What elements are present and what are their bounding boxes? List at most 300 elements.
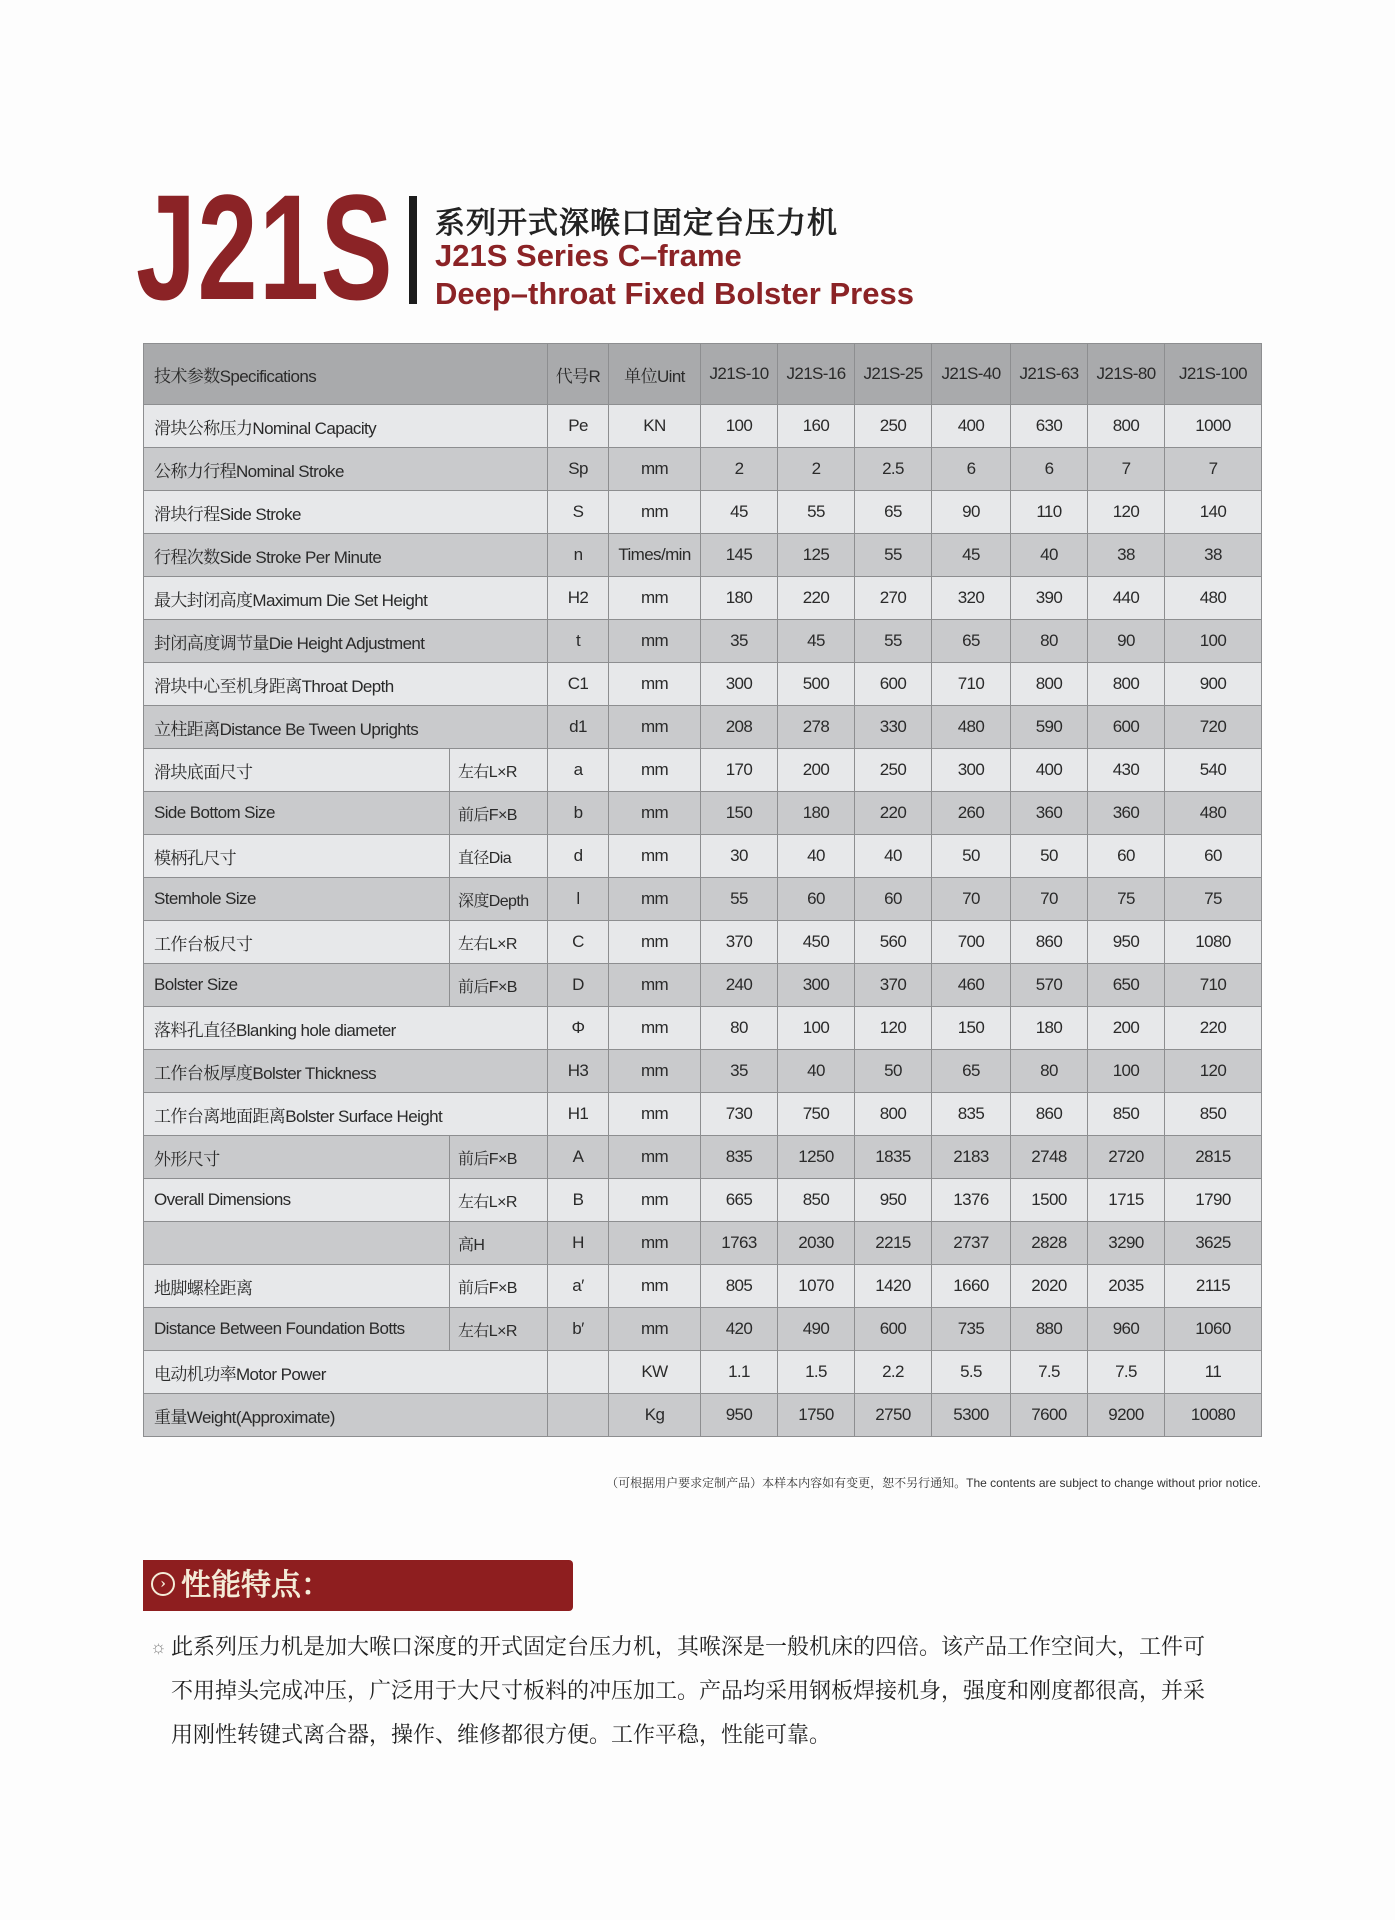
value-cell: 480	[932, 706, 1011, 749]
value-cell: 100	[701, 405, 778, 448]
value-cell: 860	[1011, 921, 1088, 964]
table-row	[144, 1265, 1262, 1308]
spec-name-cell: 滑块底面尺寸	[144, 749, 450, 792]
value-cell: 120	[1165, 1050, 1262, 1093]
table-row	[144, 1050, 1262, 1093]
value-cell: 70	[1011, 878, 1088, 921]
unit-cell: Times/min	[609, 534, 701, 577]
spec-sub-cell: 前后F×B	[450, 964, 548, 1007]
features-line: 此系列压力机是加大喉口深度的开式固定台压力机，其喉深是一般机床的四倍。该产品工作空间大，工件可	[171, 1634, 1206, 1659]
spec-sub-cell: 深度Depth	[450, 878, 548, 921]
value-cell: 360	[1088, 792, 1165, 835]
code-cell: a′	[548, 1265, 609, 1308]
value-cell: 6	[932, 448, 1011, 491]
spec-name-cell: Stemhole Size	[144, 878, 450, 921]
code-cell: Φ	[548, 1007, 609, 1050]
value-cell: 55	[778, 491, 855, 534]
value-cell: 460	[932, 964, 1011, 1007]
table-row	[144, 964, 1262, 1007]
spec-name-cell: 外形尺寸	[144, 1136, 450, 1179]
value-cell: 45	[932, 534, 1011, 577]
unit-cell: mm	[609, 491, 701, 534]
value-cell: 80	[1011, 1050, 1088, 1093]
table-row	[144, 835, 1262, 878]
unit-cell: mm	[609, 964, 701, 1007]
code-cell: D	[548, 964, 609, 1007]
model-logo: J21S	[136, 163, 394, 331]
value-cell: 120	[1088, 491, 1165, 534]
value-cell: 730	[701, 1093, 778, 1136]
value-cell: 7600	[1011, 1394, 1088, 1437]
value-cell: 2815	[1165, 1136, 1262, 1179]
value-cell: 1376	[932, 1179, 1011, 1222]
unit-cell: mm	[609, 1093, 701, 1136]
value-cell: 40	[1011, 534, 1088, 577]
spec-name-cell: 工作台离地面距离Bolster Surface Height	[144, 1093, 548, 1136]
value-cell: 80	[701, 1007, 778, 1050]
disclaimer-note: （可根据用户要求定制产品）本样本内容如有变更，恕不另行通知。The contents are subject to change without prior notice.	[606, 1476, 1261, 1490]
value-cell: 2720	[1088, 1136, 1165, 1179]
value-cell: 220	[855, 792, 932, 835]
features-title: 性能特点：	[181, 1568, 331, 1603]
value-cell: 540	[1165, 749, 1262, 792]
unit-cell: mm	[609, 1136, 701, 1179]
value-cell: 2215	[855, 1222, 932, 1265]
code-cell: d1	[548, 706, 609, 749]
unit-cell: mm	[609, 835, 701, 878]
value-cell: 600	[855, 1308, 932, 1351]
value-cell: 800	[1088, 405, 1165, 448]
unit-cell: mm	[609, 878, 701, 921]
unit-cell: mm	[609, 1308, 701, 1351]
value-cell: 1250	[778, 1136, 855, 1179]
value-cell: 480	[1165, 792, 1262, 835]
value-cell: 800	[1088, 663, 1165, 706]
table-row	[144, 534, 1262, 577]
value-cell: 38	[1165, 534, 1262, 577]
value-cell: 490	[778, 1308, 855, 1351]
value-cell: 10080	[1165, 1394, 1262, 1437]
unit-cell: mm	[609, 577, 701, 620]
value-cell: 2115	[1165, 1265, 1262, 1308]
value-cell: 1070	[778, 1265, 855, 1308]
spec-sub-cell: 前后F×B	[450, 1265, 548, 1308]
value-cell: 1660	[932, 1265, 1011, 1308]
value-cell: 2	[701, 448, 778, 491]
value-cell: 55	[701, 878, 778, 921]
spec-name-cell	[144, 1222, 450, 1265]
code-cell: Pe	[548, 405, 609, 448]
value-cell: 60	[855, 878, 932, 921]
code-cell: B	[548, 1179, 609, 1222]
value-cell: 35	[701, 620, 778, 663]
code-cell: A	[548, 1136, 609, 1179]
column-header: J21S-25	[855, 344, 932, 405]
value-cell: 220	[778, 577, 855, 620]
value-cell: 750	[778, 1093, 855, 1136]
value-cell: 320	[932, 577, 1011, 620]
table-row	[144, 448, 1262, 491]
value-cell: 110	[1011, 491, 1088, 534]
value-cell: 1835	[855, 1136, 932, 1179]
value-cell: 1500	[1011, 1179, 1088, 1222]
value-cell: 2.5	[855, 448, 932, 491]
value-cell: 1.1	[701, 1351, 778, 1394]
value-cell: 2183	[932, 1136, 1011, 1179]
code-cell: l	[548, 878, 609, 921]
value-cell: 40	[778, 835, 855, 878]
value-cell: 2750	[855, 1394, 932, 1437]
value-cell: 1.5	[778, 1351, 855, 1394]
unit-cell: mm	[609, 1222, 701, 1265]
value-cell: 160	[778, 405, 855, 448]
value-cell: 100	[778, 1007, 855, 1050]
value-cell: 3290	[1088, 1222, 1165, 1265]
spec-sub-cell: 左右L×R	[450, 1308, 548, 1351]
unit-cell: mm	[609, 1050, 701, 1093]
spec-name-cell: 滑块公称压力Nominal Capacity	[144, 405, 548, 448]
value-cell: 150	[701, 792, 778, 835]
value-cell: 560	[855, 921, 932, 964]
code-cell: H2	[548, 577, 609, 620]
value-cell: 805	[701, 1265, 778, 1308]
value-cell: 835	[932, 1093, 1011, 1136]
value-cell: 650	[1088, 964, 1165, 1007]
value-cell: 60	[1165, 835, 1262, 878]
code-cell: n	[548, 534, 609, 577]
column-header: J21S-100	[1165, 344, 1262, 405]
code-cell	[548, 1394, 609, 1437]
value-cell: 665	[701, 1179, 778, 1222]
spec-name-cell: 工作台板厚度Bolster Thickness	[144, 1050, 548, 1093]
spec-name-cell: 模柄孔尺寸	[144, 835, 450, 878]
value-cell: 590	[1011, 706, 1088, 749]
chevron-circle-icon: ›	[151, 1572, 175, 1596]
value-cell: 120	[855, 1007, 932, 1050]
value-cell: 30	[701, 835, 778, 878]
value-cell: 630	[1011, 405, 1088, 448]
value-cell: 50	[932, 835, 1011, 878]
value-cell: 400	[1011, 749, 1088, 792]
code-cell: C	[548, 921, 609, 964]
value-cell: 1750	[778, 1394, 855, 1437]
title-divider	[409, 196, 417, 304]
table-row	[144, 577, 1262, 620]
value-cell: 900	[1165, 663, 1262, 706]
value-cell: 90	[932, 491, 1011, 534]
value-cell: 1420	[855, 1265, 932, 1308]
spec-name-cell: 电动机功率Motor Power	[144, 1351, 548, 1394]
unit-cell: KN	[609, 405, 701, 448]
code-cell: d	[548, 835, 609, 878]
value-cell: 180	[1011, 1007, 1088, 1050]
value-cell: 600	[1088, 706, 1165, 749]
code-cell: C1	[548, 663, 609, 706]
value-cell: 950	[701, 1394, 778, 1437]
value-cell: 360	[1011, 792, 1088, 835]
value-cell: 2737	[932, 1222, 1011, 1265]
features-banner	[143, 1560, 573, 1611]
table-row	[144, 1093, 1262, 1136]
table-row	[144, 405, 1262, 448]
value-cell: 860	[1011, 1093, 1088, 1136]
value-cell: 100	[1165, 620, 1262, 663]
spec-sub-cell: 高H	[450, 1222, 548, 1265]
value-cell: 145	[701, 534, 778, 577]
value-cell: 6	[1011, 448, 1088, 491]
value-cell: 735	[932, 1308, 1011, 1351]
unit-cell: mm	[609, 1179, 701, 1222]
value-cell: 300	[932, 749, 1011, 792]
value-cell: 710	[932, 663, 1011, 706]
value-cell: 7.5	[1088, 1351, 1165, 1394]
value-cell: 710	[1165, 964, 1262, 1007]
value-cell: 260	[932, 792, 1011, 835]
column-header: J21S-80	[1088, 344, 1165, 405]
unit-cell: mm	[609, 448, 701, 491]
value-cell: 370	[701, 921, 778, 964]
value-cell: 1763	[701, 1222, 778, 1265]
table-row	[144, 1007, 1262, 1050]
value-cell: 835	[701, 1136, 778, 1179]
value-cell: 50	[1011, 835, 1088, 878]
unit-cell: Kg	[609, 1394, 701, 1437]
value-cell: 55	[855, 620, 932, 663]
spec-name-cell: Overall Dimensions	[144, 1179, 450, 1222]
value-cell: 170	[701, 749, 778, 792]
value-cell: 90	[1088, 620, 1165, 663]
table-row	[144, 491, 1262, 534]
features-line: 不用掉头完成冲压，广泛用于大尺寸板料的冲压加工。产品均采用钢板焊接机身，强度和刚度都很高，并采	[171, 1678, 1206, 1703]
code-cell: a	[548, 749, 609, 792]
table-row	[144, 1351, 1262, 1394]
table-row	[144, 1308, 1262, 1351]
value-cell: 65	[855, 491, 932, 534]
value-cell: 125	[778, 534, 855, 577]
value-cell: 950	[1088, 921, 1165, 964]
value-cell: 200	[778, 749, 855, 792]
code-cell	[548, 1351, 609, 1394]
value-cell: 2	[778, 448, 855, 491]
title-chinese: 系列开式深喉口固定台压力机	[435, 206, 838, 241]
value-cell: 2.2	[855, 1351, 932, 1394]
code-cell: S	[548, 491, 609, 534]
value-cell: 2030	[778, 1222, 855, 1265]
value-cell: 1715	[1088, 1179, 1165, 1222]
value-cell: 7.5	[1011, 1351, 1088, 1394]
value-cell: 7	[1088, 448, 1165, 491]
unit-cell: mm	[609, 1007, 701, 1050]
code-cell: H	[548, 1222, 609, 1265]
spec-name-cell: 立柱距离Distance Be Tween Uprights	[144, 706, 548, 749]
spec-name-cell: 地脚螺栓距离	[144, 1265, 450, 1308]
column-header: J21S-16	[778, 344, 855, 405]
value-cell: 300	[701, 663, 778, 706]
gear-icon: ☼	[150, 1637, 167, 1657]
code-cell: b′	[548, 1308, 609, 1351]
value-cell: 440	[1088, 577, 1165, 620]
spec-sub-cell: 直径Dia	[450, 835, 548, 878]
table-row	[144, 663, 1262, 706]
value-cell: 2035	[1088, 1265, 1165, 1308]
code-cell: b	[548, 792, 609, 835]
value-cell: 38	[1088, 534, 1165, 577]
value-cell: 45	[701, 491, 778, 534]
code-cell: H3	[548, 1050, 609, 1093]
spec-sub-cell: 前后F×B	[450, 1136, 548, 1179]
spec-sub-cell: 左右L×R	[450, 749, 548, 792]
value-cell: 500	[778, 663, 855, 706]
value-cell: 50	[855, 1050, 932, 1093]
value-cell: 570	[1011, 964, 1088, 1007]
value-cell: 75	[1165, 878, 1262, 921]
value-cell: 278	[778, 706, 855, 749]
value-cell: 240	[701, 964, 778, 1007]
value-cell: 40	[855, 835, 932, 878]
column-header: 代号R	[548, 344, 609, 405]
value-cell: 300	[778, 964, 855, 1007]
value-cell: 850	[1165, 1093, 1262, 1136]
spec-name-cell: Distance Between Foundation Botts	[144, 1308, 450, 1351]
spec-name-cell: 行程次数Side Stroke Per Minute	[144, 534, 548, 577]
table-row	[144, 1136, 1262, 1179]
value-cell: 11	[1165, 1351, 1262, 1394]
title-english-line1: J21S Series C–frame	[435, 238, 742, 273]
value-cell: 5.5	[932, 1351, 1011, 1394]
spec-name-cell: 重量Weight(Approximate)	[144, 1394, 548, 1437]
value-cell: 55	[855, 534, 932, 577]
table-row	[144, 792, 1262, 835]
value-cell: 880	[1011, 1308, 1088, 1351]
spec-name-cell: 封闭高度调节量Die Height Adjustment	[144, 620, 548, 663]
spec-name-cell: 公称力行程Nominal Stroke	[144, 448, 548, 491]
value-cell: 140	[1165, 491, 1262, 534]
value-cell: 2020	[1011, 1265, 1088, 1308]
table-row	[144, 878, 1262, 921]
unit-cell: mm	[609, 792, 701, 835]
value-cell: 7	[1165, 448, 1262, 491]
table-row	[144, 620, 1262, 663]
unit-cell: KW	[609, 1351, 701, 1394]
value-cell: 65	[932, 620, 1011, 663]
value-cell: 1060	[1165, 1308, 1262, 1351]
value-cell: 40	[778, 1050, 855, 1093]
column-header: 单位Uint	[609, 344, 701, 405]
spec-name-cell: 最大封闭高度Maximum Die Set Height	[144, 577, 548, 620]
spec-name-cell: 滑块中心至机身距离Throat Depth	[144, 663, 548, 706]
value-cell: 45	[778, 620, 855, 663]
spec-name-cell: Bolster Size	[144, 964, 450, 1007]
value-cell: 400	[932, 405, 1011, 448]
unit-cell: mm	[609, 620, 701, 663]
column-header: 技术参数Specifications	[144, 344, 548, 405]
spec-name-cell: 落料孔直径Blanking hole diameter	[144, 1007, 548, 1050]
spec-sub-cell: 前后F×B	[450, 792, 548, 835]
value-cell: 60	[778, 878, 855, 921]
value-cell: 330	[855, 706, 932, 749]
value-cell: 9200	[1088, 1394, 1165, 1437]
table-row	[144, 1394, 1262, 1437]
value-cell: 600	[855, 663, 932, 706]
value-cell: 150	[932, 1007, 1011, 1050]
unit-cell: mm	[609, 663, 701, 706]
value-cell: 800	[855, 1093, 932, 1136]
unit-cell: mm	[609, 749, 701, 792]
value-cell: 200	[1088, 1007, 1165, 1050]
value-cell: 65	[932, 1050, 1011, 1093]
spec-sub-cell: 左右L×R	[450, 921, 548, 964]
table-row	[144, 706, 1262, 749]
value-cell: 950	[855, 1179, 932, 1222]
spec-name-cell: 滑块行程Side Stroke	[144, 491, 548, 534]
features-text	[150, 1625, 1260, 1757]
value-cell: 720	[1165, 706, 1262, 749]
value-cell: 35	[701, 1050, 778, 1093]
table-header-row	[144, 344, 1262, 405]
value-cell: 208	[701, 706, 778, 749]
unit-cell: mm	[609, 706, 701, 749]
table-row	[144, 1222, 1262, 1265]
value-cell: 390	[1011, 577, 1088, 620]
table-row	[144, 749, 1262, 792]
value-cell: 80	[1011, 620, 1088, 663]
value-cell: 3625	[1165, 1222, 1262, 1265]
value-cell: 70	[932, 878, 1011, 921]
unit-cell: mm	[609, 921, 701, 964]
value-cell: 420	[701, 1308, 778, 1351]
code-cell: Sp	[548, 448, 609, 491]
features-line: 用刚性转键式离合器，操作、维修都很方便。工作平稳，性能可靠。	[171, 1722, 832, 1747]
unit-cell: mm	[609, 1265, 701, 1308]
value-cell: 800	[1011, 663, 1088, 706]
value-cell: 430	[1088, 749, 1165, 792]
value-cell: 450	[778, 921, 855, 964]
value-cell: 60	[1088, 835, 1165, 878]
specifications-table	[143, 343, 1262, 1437]
value-cell: 5300	[932, 1394, 1011, 1437]
spec-sub-cell: 左右L×R	[450, 1179, 548, 1222]
value-cell: 2828	[1011, 1222, 1088, 1265]
value-cell: 850	[1088, 1093, 1165, 1136]
table-row	[144, 921, 1262, 964]
value-cell: 700	[932, 921, 1011, 964]
value-cell: 480	[1165, 577, 1262, 620]
value-cell: 1080	[1165, 921, 1262, 964]
value-cell: 75	[1088, 878, 1165, 921]
table-row	[144, 1179, 1262, 1222]
value-cell: 180	[701, 577, 778, 620]
spec-name-cell: Side Bottom Size	[144, 792, 450, 835]
column-header: J21S-40	[932, 344, 1011, 405]
code-cell: t	[548, 620, 609, 663]
value-cell: 850	[778, 1179, 855, 1222]
spec-name-cell: 工作台板尺寸	[144, 921, 450, 964]
value-cell: 370	[855, 964, 932, 1007]
value-cell: 270	[855, 577, 932, 620]
value-cell: 250	[855, 749, 932, 792]
value-cell: 100	[1088, 1050, 1165, 1093]
value-cell: 180	[778, 792, 855, 835]
value-cell: 1790	[1165, 1179, 1262, 1222]
title-english-line2: Deep–throat Fixed Bolster Press	[435, 276, 914, 311]
value-cell: 220	[1165, 1007, 1262, 1050]
value-cell: 2748	[1011, 1136, 1088, 1179]
value-cell: 960	[1088, 1308, 1165, 1351]
column-header: J21S-10	[701, 344, 778, 405]
value-cell: 1000	[1165, 405, 1262, 448]
code-cell: H1	[548, 1093, 609, 1136]
column-header: J21S-63	[1011, 344, 1088, 405]
